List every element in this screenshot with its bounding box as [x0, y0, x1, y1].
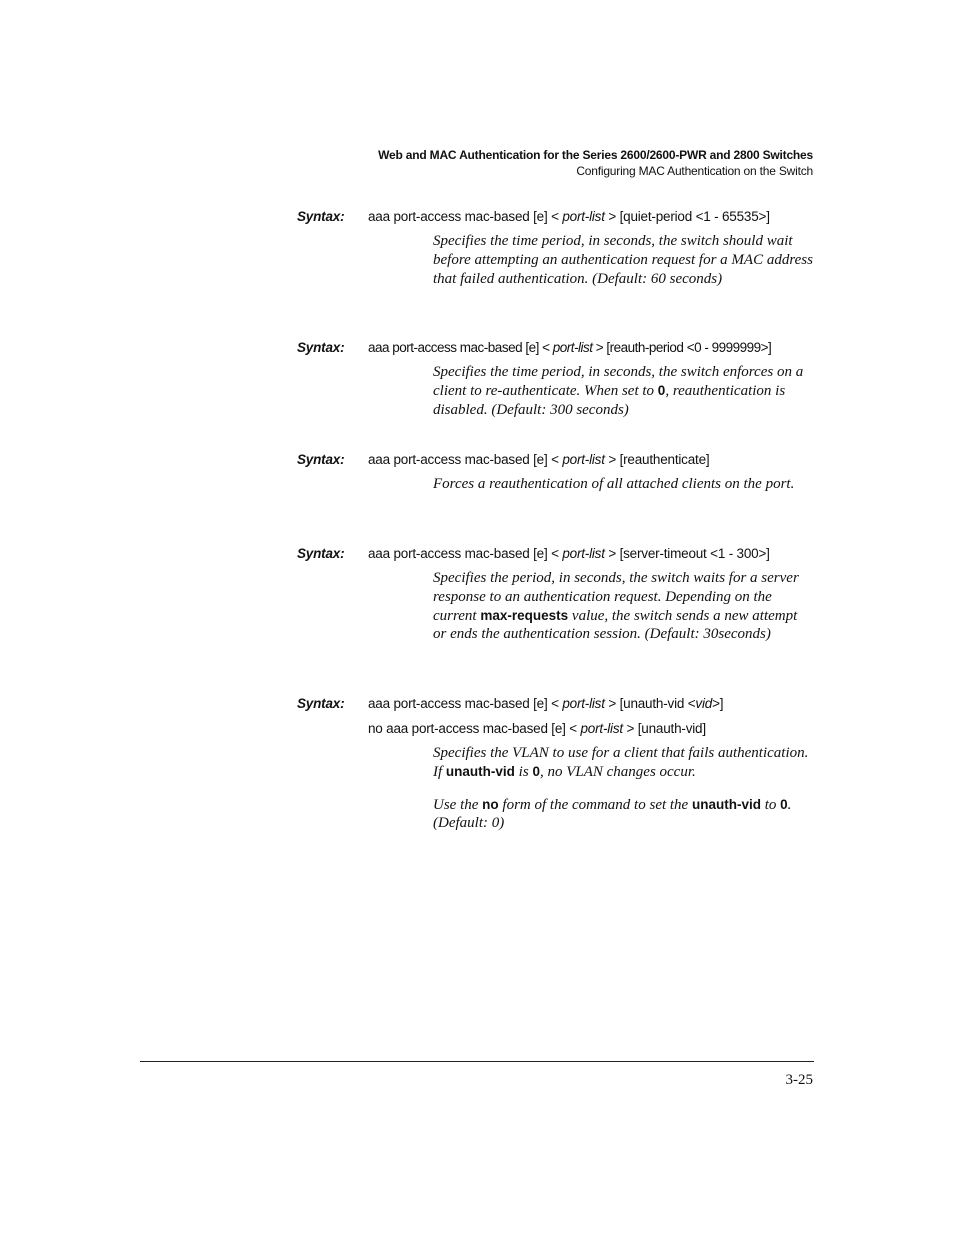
syntax-entry-quiet-period	[297, 208, 827, 288]
command-description: Forces a reauthentication of all attached clients on the port.	[433, 476, 795, 492]
command-syntax: aaa port-access mac-based [e] < port-list > [quiet-period <1 - 65535>]	[368, 209, 770, 224]
command-description: Specifies the time period, in seconds, the switch should wait before attempting an authentication request for a MAC address that failed authentication. (Default: 60 seconds)	[433, 233, 813, 287]
syntax-label: Syntax:	[297, 696, 345, 711]
syntax-label: Syntax:	[297, 546, 345, 561]
command-description: Specifies the time period, in seconds, the switch enforces on a client to re-authenticate. When set to 0, reauthentication is disabled. (Default: 300 seconds)	[433, 364, 804, 418]
page-number: 3-25	[785, 1072, 813, 1088]
syntax-entry-unauth-vid	[297, 695, 827, 833]
command-syntax: aaa port-access mac-based [e] < port-list > [unauth-vid <vid>]	[368, 696, 724, 711]
command-syntax: aaa port-access mac-based [e] < port-list > [server-timeout <1 - 300>]	[368, 546, 770, 561]
syntax-label: Syntax:	[297, 452, 345, 467]
command-description: Specifies the VLAN to use for a client that fails authentication. If unauth-vid is 0, no VLAN changes occur. Use the no form of the command to set the unauth-vid to 0. (Default: 0)	[433, 745, 809, 832]
syntax-entry-reauth-period	[297, 339, 827, 419]
command-description: Specifies the period, in seconds, the switch waits for a server response to an authentication request. Depending on the current max-requests value, the switch sends a new attempt or ends the authentication session. (Default: 30seconds)	[433, 570, 799, 643]
running-header	[378, 147, 813, 179]
syntax-label: Syntax:	[297, 340, 345, 355]
section-title: Configuring MAC Authentication on the Switch	[576, 164, 813, 178]
syntax-entry-reauthenticate	[297, 451, 827, 494]
syntax-entry-server-timeout	[297, 545, 827, 644]
command-syntax: aaa port-access mac-based [e] < port-list > [reauthenticate]	[368, 452, 710, 467]
command-syntax: aaa port-access mac-based [e] < port-list > [reauth-period <0 - 9999999>]	[368, 340, 772, 355]
command-syntax-no-form: no aaa port-access mac-based [e] < port-list > [unauth-vid]	[368, 721, 706, 736]
syntax-label: Syntax:	[297, 209, 345, 224]
footer-divider	[140, 1061, 814, 1062]
chapter-title: Web and MAC Authentication for the Series 2600/2600-PWR and 2800 Switches	[378, 148, 813, 162]
